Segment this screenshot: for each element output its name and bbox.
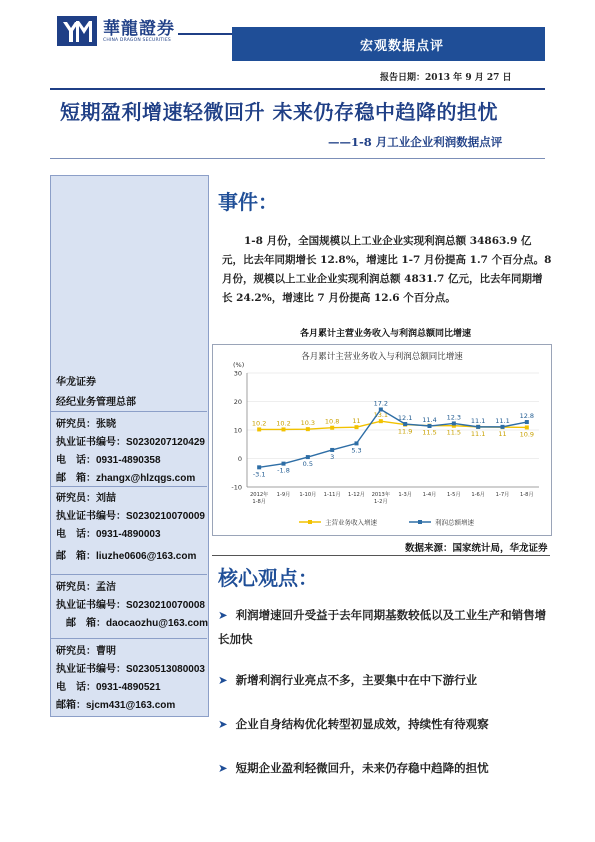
analyst-cert: 执业证书编号：S0230210070008 [56, 600, 205, 611]
data-label: 11.1 [470, 416, 486, 425]
data-label: 10.3 [300, 419, 316, 428]
x-tick-label: 1-12月 [348, 492, 365, 498]
x-tick-label: 1-11月 [323, 492, 341, 498]
legend-marker [418, 520, 422, 524]
chart-caption: 各月累计主营业务收入与利润总额同比增速 [300, 329, 472, 339]
data-label: 12.1 [397, 414, 413, 423]
analyst-name: 研究员：曹明 [56, 646, 116, 657]
chart-title: 各月累计主营业务收入与利润总额同比增速 [301, 352, 463, 362]
data-point [306, 455, 310, 459]
data-point [501, 425, 505, 429]
data-label: 11.4 [422, 416, 437, 425]
data-label: 10.2 [276, 419, 291, 428]
x-tick-label: 1-7月 [495, 492, 510, 498]
data-label: 5.3 [351, 446, 362, 455]
data-point [355, 425, 359, 429]
legend-label: 主营业务收入增速 [325, 518, 377, 527]
view-item: ➤ 利润增速回升受益于去年同期基数较低以及工业生产和销售增长加快 [218, 608, 547, 646]
series-line [259, 421, 527, 429]
data-label: 13.1 [373, 411, 389, 420]
sidebar-department: 经纪业务管理总部 [56, 397, 136, 408]
data-point [452, 421, 456, 425]
data-point [330, 426, 334, 430]
event-paragraph: 1-8 月份，全国规模以上工业企业实现利润总额 34863.9 亿元，比去年同期增长 12.8%，增速比 1-7 月份提高 1.7 个百分点。8 月份，规模以上工业企业实现利润总额 4831.7 亿元，比去年同期增长 24.2%，增速比 7 月份提高 12.6 个百分点。 [222, 235, 552, 304]
data-point [306, 427, 310, 431]
data-point [379, 407, 383, 411]
analyst-email: 邮箱：sjcm431@163.com [56, 700, 176, 711]
view-item: ➤ 短期企业盈利轻微回升，未来仍存稳中趋降的担忧 [218, 761, 489, 775]
data-point [257, 427, 261, 431]
data-point [282, 462, 286, 466]
analyst-email: 邮 箱：daocaozhu@163.com [66, 618, 209, 629]
data-label: 11.1 [470, 429, 486, 438]
x-tick-label: 1-9月 [276, 492, 291, 498]
data-label: 12.3 [446, 413, 462, 422]
x-tick-label: 1-5月 [446, 492, 461, 498]
data-label: 10.9 [519, 430, 535, 439]
top-divider [50, 88, 545, 90]
view-item: ➤ 新增利润行业亮点不多，主要集中在中下游行业 [218, 673, 478, 687]
x-tick-label: 1-8月 [519, 492, 534, 498]
chart-frame [212, 344, 552, 536]
y-tick-label: 0 [237, 455, 242, 463]
sidebar-separator [50, 411, 207, 412]
brand-english: CHINA DRAGON SECURITIES [103, 38, 171, 43]
data-label: 11.9 [397, 427, 413, 436]
event-heading: 事件： [218, 190, 278, 214]
x-tick-label: 1-10月 [299, 492, 317, 498]
sidebar-separator [50, 638, 207, 639]
data-point [282, 427, 286, 431]
analyst-phone: 电 话：0931-4890003 [56, 529, 161, 540]
legend-marker [308, 520, 312, 524]
report-type-label: 宏观数据点评 [360, 39, 445, 54]
legend-label: 利润总额增速 [435, 518, 474, 527]
x-tick-label: 1-2月 [373, 499, 388, 505]
x-tick-label: 1-8月 [252, 499, 267, 505]
data-point [525, 420, 529, 424]
data-label: 11.5 [446, 428, 462, 437]
data-point [257, 465, 261, 469]
line-chart [213, 345, 551, 535]
data-label: -1.8 [277, 466, 290, 475]
data-point [379, 419, 383, 423]
data-point [355, 441, 359, 445]
main-title: 短期盈利增速轻微回升 未来仍存稳中趋降的担忧 [60, 100, 498, 124]
arrow-right-icon: ➤ [218, 673, 228, 687]
y-axis-label: (%) [233, 361, 245, 369]
analyst-name: 研究员：刘喆 [56, 493, 116, 504]
x-tick-label: 1-6月 [471, 492, 486, 498]
x-tick-label: 2013年 [371, 492, 391, 498]
arrow-right-icon: ➤ [218, 608, 228, 622]
arrow-right-icon: ➤ [218, 761, 228, 775]
y-tick-label: 30 [233, 369, 242, 378]
sidebar-company: 华龙证券 [56, 377, 96, 388]
data-label: 12.8 [519, 412, 535, 421]
view-item: ➤ 企业自身结构优化转型初显成效，持续性有待观察 [218, 717, 489, 731]
data-point [330, 448, 334, 452]
data-label: -3.1 [252, 470, 266, 479]
data-point [403, 422, 407, 426]
x-tick-label: 1-4月 [422, 492, 437, 498]
analyst-phone: 电 话：0931-4890358 [56, 455, 161, 466]
brand-name: 華龍證券 [103, 19, 175, 39]
data-point [525, 425, 529, 429]
report-date: 报告日期：2013 年 9 月 27 日 [380, 73, 512, 83]
sidebar-separator [50, 574, 207, 575]
arrow-right-icon: ➤ [218, 717, 228, 731]
y-tick-label: -10 [231, 483, 242, 492]
sub-title: ——1-8 月工业企业利润数据点评 [328, 135, 503, 149]
data-label: 11 [352, 417, 361, 426]
logo-mark-icon [57, 16, 97, 46]
x-tick-label: 1-3月 [398, 492, 413, 498]
data-point [476, 425, 480, 429]
analyst-phone: 电 话：0931-4890521 [56, 682, 161, 693]
data-label: 17.2 [373, 399, 389, 408]
data-label: 0.5 [302, 460, 314, 469]
data-label: 11.5 [422, 428, 437, 437]
chart-source: 数据来源：国家统计局，华龙证券 [405, 543, 548, 554]
data-label: 10.8 [324, 417, 340, 426]
analyst-email: 邮 箱：liuzhe0606@163.com [56, 551, 197, 562]
data-label: 10.2 [251, 419, 267, 428]
analyst-email: 邮 箱：zhangx@hlzqgs.com [56, 473, 196, 484]
analyst-name: 研究员：孟洁 [56, 582, 116, 593]
x-tick-label: 2012年 [249, 492, 269, 498]
analyst-cert: 执业证书编号：S0230210070009 [56, 511, 205, 522]
analyst-name: 研究员：张晓 [56, 419, 116, 430]
views-heading: 核心观点： [218, 566, 318, 590]
data-point [428, 424, 432, 428]
title-divider [50, 158, 545, 159]
analyst-cert: 执业证书编号：S0230207120429 [56, 437, 205, 448]
chart-bottom-divider [212, 555, 550, 556]
y-tick-label: 10 [233, 426, 242, 435]
data-label: 11 [498, 430, 507, 439]
y-tick-label: 20 [233, 398, 242, 406]
data-label: 3 [330, 452, 335, 461]
sidebar-separator [50, 486, 207, 487]
analyst-cert: 执业证书编号：S0230513080003 [56, 664, 205, 675]
data-label: 11.1 [495, 416, 510, 425]
